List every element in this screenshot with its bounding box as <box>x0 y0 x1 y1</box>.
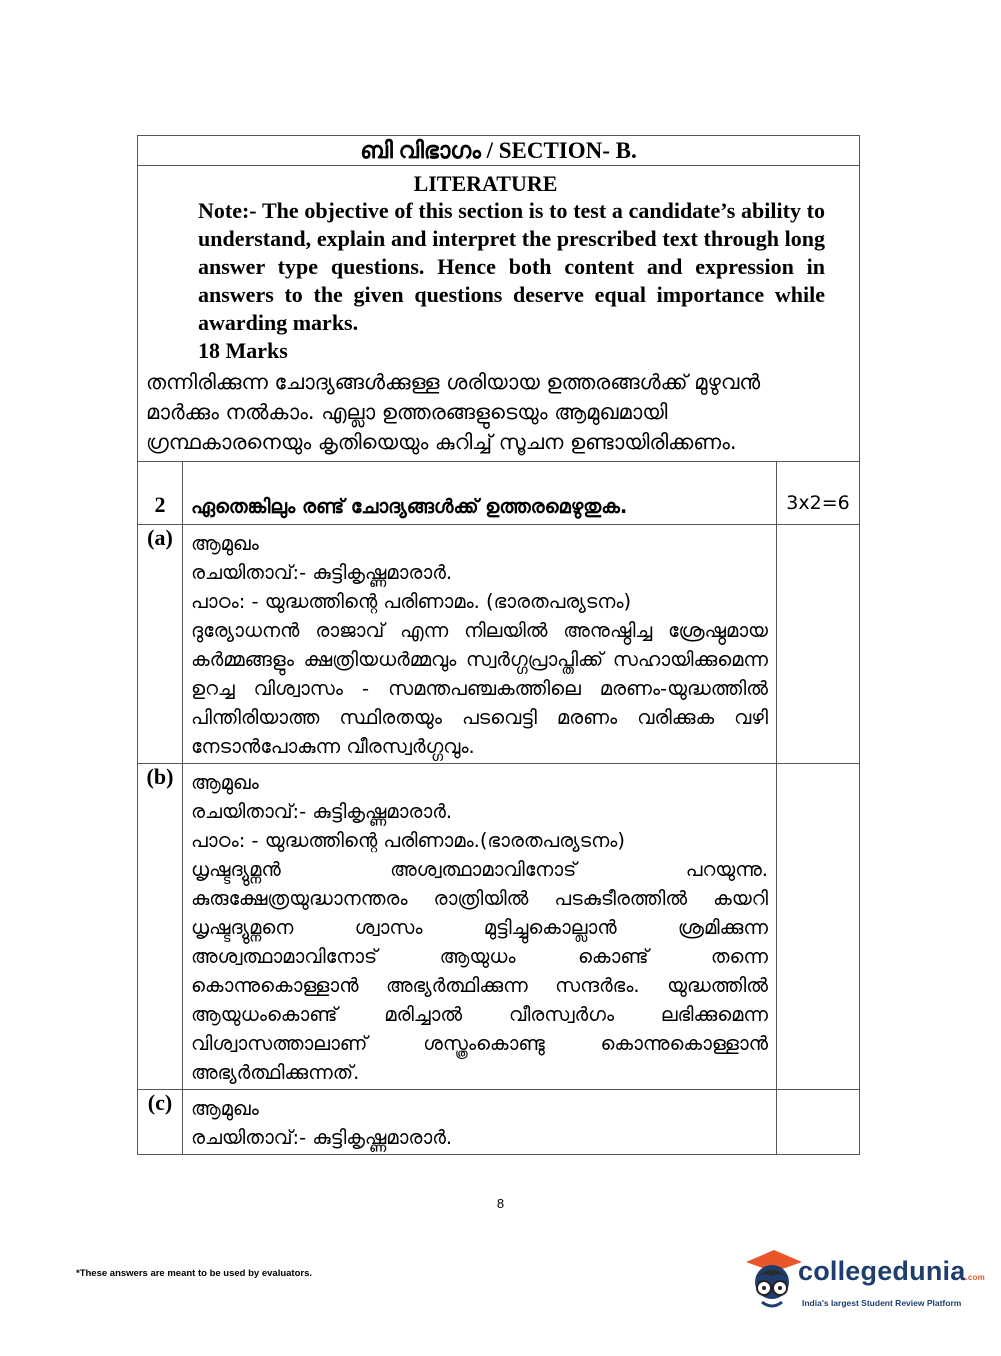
question-text: ഏതെങ്കിലും രണ്ട് ചോദ്യങ്ങൾക്ക് ഉത്തരമെഴുതുക. <box>183 492 777 525</box>
note-text: Note:- The objective of this section is to test a candidate’s ability to understand, explain and interpret the prescribed text through long answer type questions. Hence both content and expression in answers to the given questions deserve equal importance while awarding marks. <box>198 198 825 335</box>
collegedunia-logo <box>742 1248 985 1320</box>
evaluation-note <box>146 197 825 365</box>
footnote: *These answers are meant to be used by evaluators. <box>76 1268 313 1279</box>
marks-cell <box>777 1090 860 1155</box>
question-marks: 3x2=6 <box>777 492 860 525</box>
mascot-icon <box>742 1248 804 1320</box>
answer-line: ദുര്യോധനൻ രാജാവ് എന്ന നിലയിൽ അനുഷ്ഠിച്ച ശ്രേഷ്ഠമായ കർമ്മങ്ങളും ക്ഷത്രിയധർമ്മവും സ്വർഗ്ഗപ്രാപ്തിക്ക് സഹായിക്കുമെന്ന ഉറച്ച വിശ്വാസം - സമന്തപഞ്ചകത്തിലെ മരണം-യുദ്ധത്തിൽ പിന്തിരിയാത്ത സ്ഥിരതയും പടവെട്ടി മരണം വരിക്കുക വഴി നേടാൻപോകുന്ന വീരസ്വർഗ്ഗവും. <box>191 619 768 758</box>
answer-body <box>183 764 777 1090</box>
literature-title: LITERATURE <box>413 171 558 196</box>
answer-line: രചയിതാവ്:- കുട്ടികൃഷ്ണമാരാർ. <box>191 561 453 584</box>
answer-row-a <box>138 525 860 764</box>
marks-cell <box>777 525 860 764</box>
answer-line: പാഠം: - യുദ്ധത്തിന്റെ പരിണാമം.(ഭാരതപര്യടനം) <box>191 829 625 852</box>
literature-block <box>138 166 860 462</box>
answer-line: ആമുഖം <box>191 1097 259 1120</box>
section-heading: ബി വിഭാഗം / SECTION- B. <box>138 136 860 166</box>
answer-line: രചയിതാവ്:- കുട്ടികൃഷ്ണമാരാർ. <box>191 1126 453 1149</box>
answer-body <box>183 1090 777 1155</box>
answer-label: (a) <box>138 525 183 764</box>
answer-label: (b) <box>138 764 183 1090</box>
answer-row-b <box>138 764 860 1090</box>
question-row <box>138 492 860 525</box>
answer-row-c <box>138 1090 860 1155</box>
answer-line: പാഠം: - യുദ്ധത്തിന്റെ പരിണാമം. (ഭാരതപര്യടനം) <box>191 590 632 613</box>
page-number: 8 <box>496 1196 505 1211</box>
answer-line: രചയിതാവ്:- കുട്ടികൃഷ്ണമാരാർ. <box>191 800 453 823</box>
marks-cell <box>777 764 860 1090</box>
answer-label: (c) <box>138 1090 183 1155</box>
logo-wordmark: collegedunia.com <box>798 1256 985 1286</box>
answer-key-table <box>137 135 860 1155</box>
answer-line: ആമുഖം <box>191 532 259 555</box>
note-marks: 18 Marks <box>198 338 288 363</box>
logo-tagline: India's largest Student Review Platform <box>802 1298 962 1308</box>
spacer-row <box>138 462 860 493</box>
answer-line: ധൃഷ്ടദ്യുമ്നൻ അശ്വത്ഥാമാവിനോട് പറയുന്നു. കുരുക്ഷേത്രയുദ്ധാനന്തരം രാത്രിയിൽ പടകുടീരത്തിൽ കയറി ധൃഷ്ടദ്യുമ്നനെ ശ്വാസം മുട്ടിച്ചുകൊല്ലാൻ ശ്രമിക്കുന്ന അശ്വത്ഥാമാവിനോട് ആയുധം കൊണ്ട് തന്നെ കൊന്നുകൊള്ളാൻ അഭ്യർത്ഥിക്കുന്ന സന്ദർഭം. യുദ്ധത്തിൽ ആയുധംകൊണ്ട് മരിച്ചാൽ വീരസ്വർഗം ലഭിക്കുമെന്ന വിശ്വാസത്താലാണ് ശസ്ത്രംകൊണ്ടു കൊന്നുകൊള്ളാൻ അഭ്യർത്ഥിക്കുന്നത്. <box>191 858 768 1084</box>
answer-line: ആമുഖം <box>191 771 259 794</box>
answer-body <box>183 525 777 764</box>
question-number: 2 <box>138 492 183 525</box>
malayalam-instruction: തന്നിരിക്കുന്ന ചോദ്യങ്ങൾക്കുള്ള ശരിയായ ഉത്തരങ്ങൾക്ക് മുഴുവൻ മാർക്കും നൽകാം. എല്ലാ ഉത്തരങ്ങളുടെയും ആമുഖമായി ഗ്രന്ഥകാരനെയും കൃതിയെയും കുറിച്ച് സൂചന ഉണ്ടായിരിക്കണം. <box>146 370 761 454</box>
